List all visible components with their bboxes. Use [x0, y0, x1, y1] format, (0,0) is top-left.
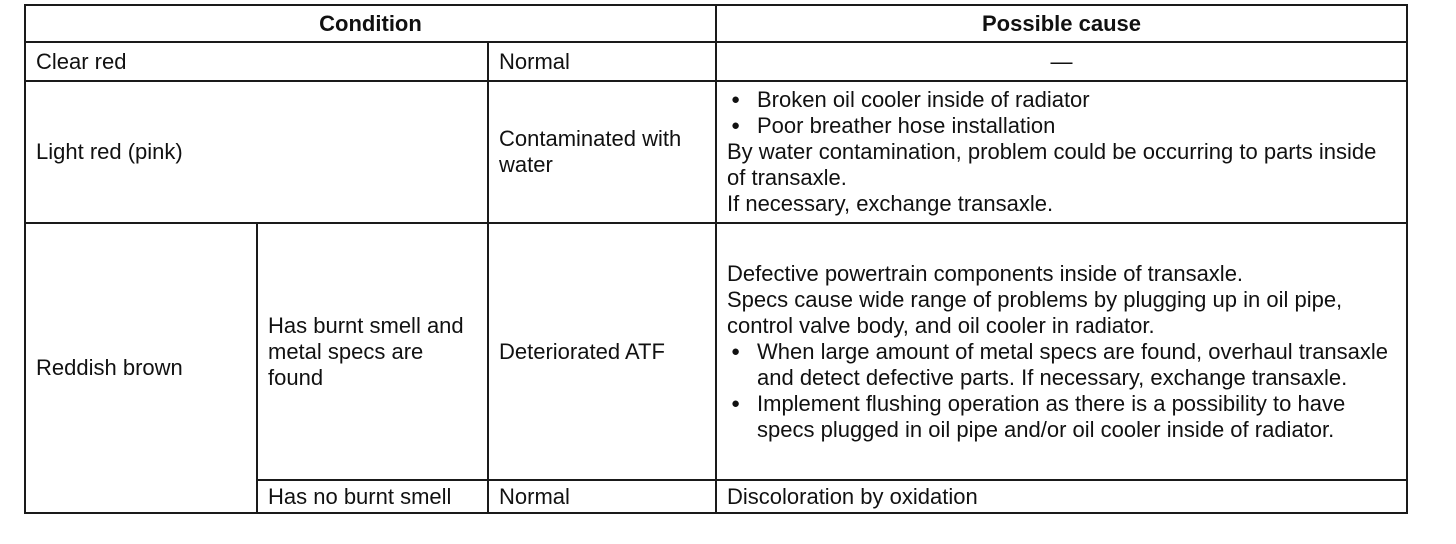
table-row [25, 42, 1407, 81]
cause-cell-deteriorated [716, 223, 1407, 480]
cause-text: If necessary, exchange transaxle. [727, 191, 1054, 216]
smell-cell-burnt: Has burnt smell and metal specs are found [257, 223, 488, 480]
table-row [25, 81, 1407, 223]
cause-text: Defective powertrain components inside of transaxle. [727, 260, 1244, 286]
cause-cell-water-contamination [716, 81, 1407, 223]
color-cell-clear-red: Clear red [25, 42, 488, 81]
atf-condition-table [24, 4, 1408, 514]
cause-text: By water contamination, problem could be occurring to parts inside of transaxle. [727, 139, 1377, 190]
table-row [25, 223, 1407, 480]
bullet-item: ● Poor breather hose installation [727, 113, 1396, 139]
state-cell-contaminated: Contaminated with water [488, 81, 716, 223]
state-cell-deteriorated: Deteriorated ATF [488, 223, 716, 480]
bullet-item: ● When large amount of metal specs are found, overhaul transaxle and detect defective parts. If necessary, exchange transaxle. [727, 339, 1396, 391]
state-cell-normal: Normal [488, 480, 716, 513]
header-row [25, 5, 1407, 42]
state-cell-normal: Normal [488, 42, 716, 81]
cause-cell-none: — [716, 42, 1407, 81]
bullet-item: ● Implement flushing operation as there is a possibility to have specs plugged in oil pipe and/or oil cooler inside of radiator. [727, 391, 1396, 443]
cause-cell-oxidation: Discoloration by oxidation [716, 480, 1407, 513]
possible-cause-header: Possible cause [716, 5, 1407, 42]
smell-cell-no-burnt: Has no burnt smell [257, 480, 488, 513]
color-cell-reddish-brown: Reddish brown [25, 223, 257, 513]
color-cell-light-red: Light red (pink) [25, 81, 488, 223]
cause-text: Specs cause wide range of problems by plugging up in oil pipe, control valve body, and oil cooler in radiator. [727, 286, 1343, 338]
bullet-item: ● Broken oil cooler inside of radiator [727, 87, 1396, 113]
condition-header: Condition [25, 5, 716, 42]
